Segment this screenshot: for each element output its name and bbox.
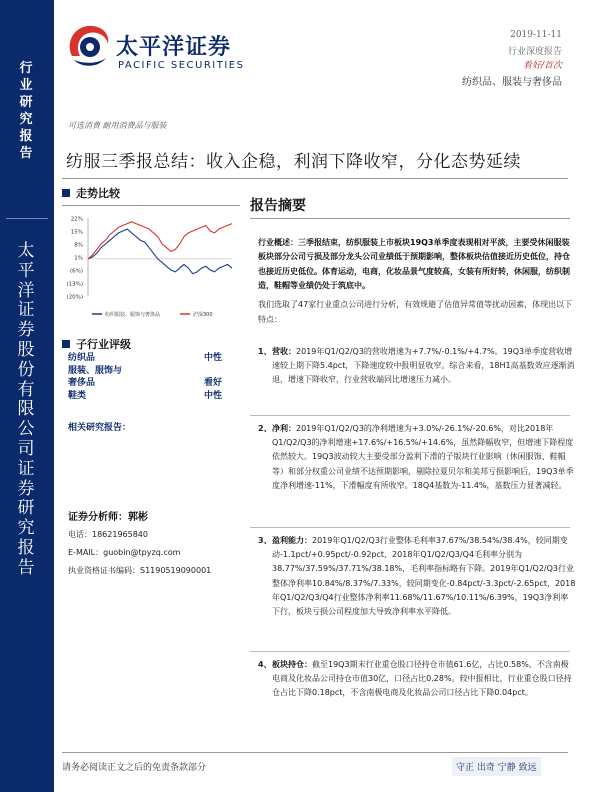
subindustry-rating: 中性 xyxy=(204,390,223,401)
legend-label: 纺织服装、服饰与奢侈品 xyxy=(105,312,161,318)
vertical-char: 平 xyxy=(17,260,35,281)
vertical-char: 证 xyxy=(17,458,35,479)
breadcrumb: 可选消费 耐用消费品与服装 xyxy=(68,121,167,130)
summary-divider xyxy=(250,218,570,219)
point-text: 2019年Q1/Q2/Q3行业整体毛利率37.67%/38.54%/38.4%，较同期变动-1.1pct/+0.95pct/-0.92pct，2018年Q1/Q2/Q3/Q4毛利率分别为38.77%/37.59%/37.71%/38.18%，毛利率指标略有下降。2019年Q1/Q2/Q3行业整体净利率10.84%/8.37%/7.33%，较同期变化-0.84pct/-3.3pct/-2.65pct，2018年Q1/Q2/Q3/Q4行业整体净利率11.68%/11.67%/10.11%/6.39%，19Q3净利率下行，板块亏损公司程度加大导致净利率水平降低。 xyxy=(272,536,576,617)
title-divider xyxy=(62,178,568,179)
trend-divider xyxy=(62,205,240,206)
vertical-char: 券 xyxy=(17,320,35,341)
vertical-char: 究 xyxy=(19,112,33,127)
point-lead: 板块持仓： xyxy=(272,660,312,669)
point-text: 2019年Q1/Q2/Q3的营收增速为+7.7%/-0.1%/+4.7%。19Q3单季度营收增速较上期下降5.4pct，下降速度较中报明显收窄。综合来看，18H1高基数效应逐渐消退，增速下降收窄，行业营收端同比增速压力减小。 xyxy=(272,347,575,385)
summary-heading: 报告摘要 xyxy=(250,198,306,214)
vertical-char: 太 xyxy=(17,241,35,261)
vertical-char: 报 xyxy=(17,537,35,558)
sidebar-divider xyxy=(6,218,48,219)
point-divider xyxy=(250,415,570,416)
point-number: 3、 xyxy=(258,536,272,545)
subindustry-rating: 中性 xyxy=(204,353,223,363)
vertical-char: 研 xyxy=(19,95,33,110)
vertical-char: 业 xyxy=(19,78,33,93)
report-date: 2019-11-11 xyxy=(510,30,562,40)
vertical-char: 有 xyxy=(17,379,35,400)
legend-label: 沪深300 xyxy=(193,312,213,318)
y-tick-label: 1% xyxy=(74,255,83,262)
summary-section xyxy=(250,195,570,215)
analyst-name: 证券分析师：郭彬 xyxy=(68,512,148,523)
page-title: 纺服三季报总结：收入企稳，利润下降收窄，分化态势延续 xyxy=(66,152,521,172)
subindustry-name: 服装、服饰与 xyxy=(68,365,123,376)
brand-name-en: PACIFIC SECURITIES xyxy=(118,60,245,71)
vertical-char: 证 xyxy=(17,300,35,321)
point-profitability xyxy=(258,534,576,619)
vertical-char: 究 xyxy=(17,518,35,539)
report-kind: 行业深度报告 xyxy=(507,47,562,57)
y-tick-label: 15% xyxy=(70,229,83,236)
vertical-char: 行 xyxy=(19,61,33,76)
point-holdings xyxy=(258,658,576,701)
analyst-license: 执业资格证书编码：S1190519090001 xyxy=(68,566,212,575)
trend-heading-label: 走势比较 xyxy=(76,187,120,200)
y-tick-label: (13%) xyxy=(66,281,83,288)
company-report-vertical xyxy=(6,242,46,579)
sector-name: 纺织品、服装与奢侈品 xyxy=(462,77,562,88)
trend-section xyxy=(62,185,240,206)
y-tick-label: (6%) xyxy=(69,268,83,275)
rating-row xyxy=(68,352,238,365)
rating-row xyxy=(68,377,238,390)
vertical-char: 洋 xyxy=(17,280,35,301)
subindustry-name: 鞋类 xyxy=(68,390,87,401)
vertical-char: 报 xyxy=(19,129,33,144)
point-divider xyxy=(250,527,570,528)
vertical-char: 研 xyxy=(17,498,35,519)
ratings-section xyxy=(62,336,240,352)
rating-row xyxy=(68,390,238,403)
point-lead: 净利： xyxy=(272,424,296,433)
trend-heading xyxy=(62,185,240,201)
point-number: 2、 xyxy=(258,424,272,433)
industry-rating: 看好/首次 xyxy=(522,61,562,71)
point-net-profit xyxy=(258,422,576,493)
ratings-heading-label: 子行业评级 xyxy=(76,338,131,351)
vertical-char: 限 xyxy=(17,399,35,420)
section-square-icon xyxy=(62,340,70,348)
brand-name-cn: 太平洋证券 xyxy=(116,35,232,60)
footer-divider xyxy=(62,752,568,753)
footer-disclaimer: 请务必阅读正文之后的免责条款部分 xyxy=(62,763,207,773)
subindustry-rating xyxy=(204,365,238,378)
industry-overview: 行业概述：三季报结束，纺织服装上市板块19Q3单季度表现相对平淡，主要受休闲服装板块部分公司亏损及部分龙头公司业绩低于预期影响，整体板块估值接近历史低位，持仓也接近历史低位。体育运动，电商，化妆品景气度较高，女装有所好转，休闲服，纺织制造，鞋帽等业绩仍处于筑底中。 xyxy=(258,238,570,290)
y-tick-label: (20%) xyxy=(66,294,83,301)
y-tick-label: 22% xyxy=(70,216,83,223)
point-text: 2019年Q1/Q2/Q3的净利增速为+3.0%/-26.1%/-20.6%，对比2018年Q1/Q2/Q3的净利增速+17.6%/+16.5%/+14.6%，虽然降幅收窄，但增速下降程度依然较大。19Q3波动较大主要受部分盈利下滑的子版块行业影响（休闲服饰、鞋帽等）和部分权重公司业绩不达预期影响，剔除拉夏贝尔和美邦亏损影响后，19Q3单季度净利增速-11%，下滑幅度有所收窄。18Q4基数为-11.4%，基数压力显著减轻。 xyxy=(272,424,574,490)
section-square-icon xyxy=(62,189,70,197)
analyst-email: E-MAIL：guobin@tpyzq.com xyxy=(68,548,181,557)
vertical-char: 券 xyxy=(17,478,35,499)
point-number: 4、 xyxy=(258,660,272,669)
related-reports-heading: 相关研究报告： xyxy=(68,423,132,433)
point-revenue xyxy=(258,345,576,388)
point-divider xyxy=(250,651,570,652)
pacific-securities-logo-icon xyxy=(64,20,112,70)
summary-intro: 我们选取了47家行业重点公司进行分析，有效规避了估值异常值等扰动因素，体现出以下特点： xyxy=(258,300,573,324)
analyst-phone: 电话：18621965840 xyxy=(68,530,148,539)
vertical-char: 份 xyxy=(17,359,35,380)
y-tick-label: 8% xyxy=(74,242,83,249)
vertical-char: 股 xyxy=(17,339,35,360)
subindustry-name: 纺织品 xyxy=(68,353,96,363)
vertical-char: 司 xyxy=(17,438,35,459)
vertical-char: 公 xyxy=(17,419,35,440)
point-text: 截至19Q3期末行业重仓股口径持仓市值61.6亿，占比0.58%，不含南极电商及化妆品公司持仓市值30亿，口径占比0.28%。较中报相比，行业重仓股口径持仓占比下降0.18pct，不含南极电商及化妆品公司口径占比下降0.04pct。 xyxy=(272,660,572,698)
point-lead: 营收： xyxy=(272,347,296,356)
rating-row xyxy=(68,365,238,378)
trend-chart xyxy=(62,212,238,320)
footer-motto: 守正 出奇 宁静 致远 xyxy=(452,757,541,776)
subindustry-name: 奢侈品 xyxy=(68,378,96,388)
subindustry-rating: 看好 xyxy=(204,378,223,388)
ratings-table xyxy=(68,352,238,402)
report-type-vertical xyxy=(8,60,44,162)
vertical-char: 告 xyxy=(19,146,33,161)
point-number: 1、 xyxy=(258,347,272,356)
vertical-char: 告 xyxy=(17,557,35,578)
ratings-heading xyxy=(62,336,240,352)
point-lead: 盈利能力： xyxy=(272,536,312,545)
